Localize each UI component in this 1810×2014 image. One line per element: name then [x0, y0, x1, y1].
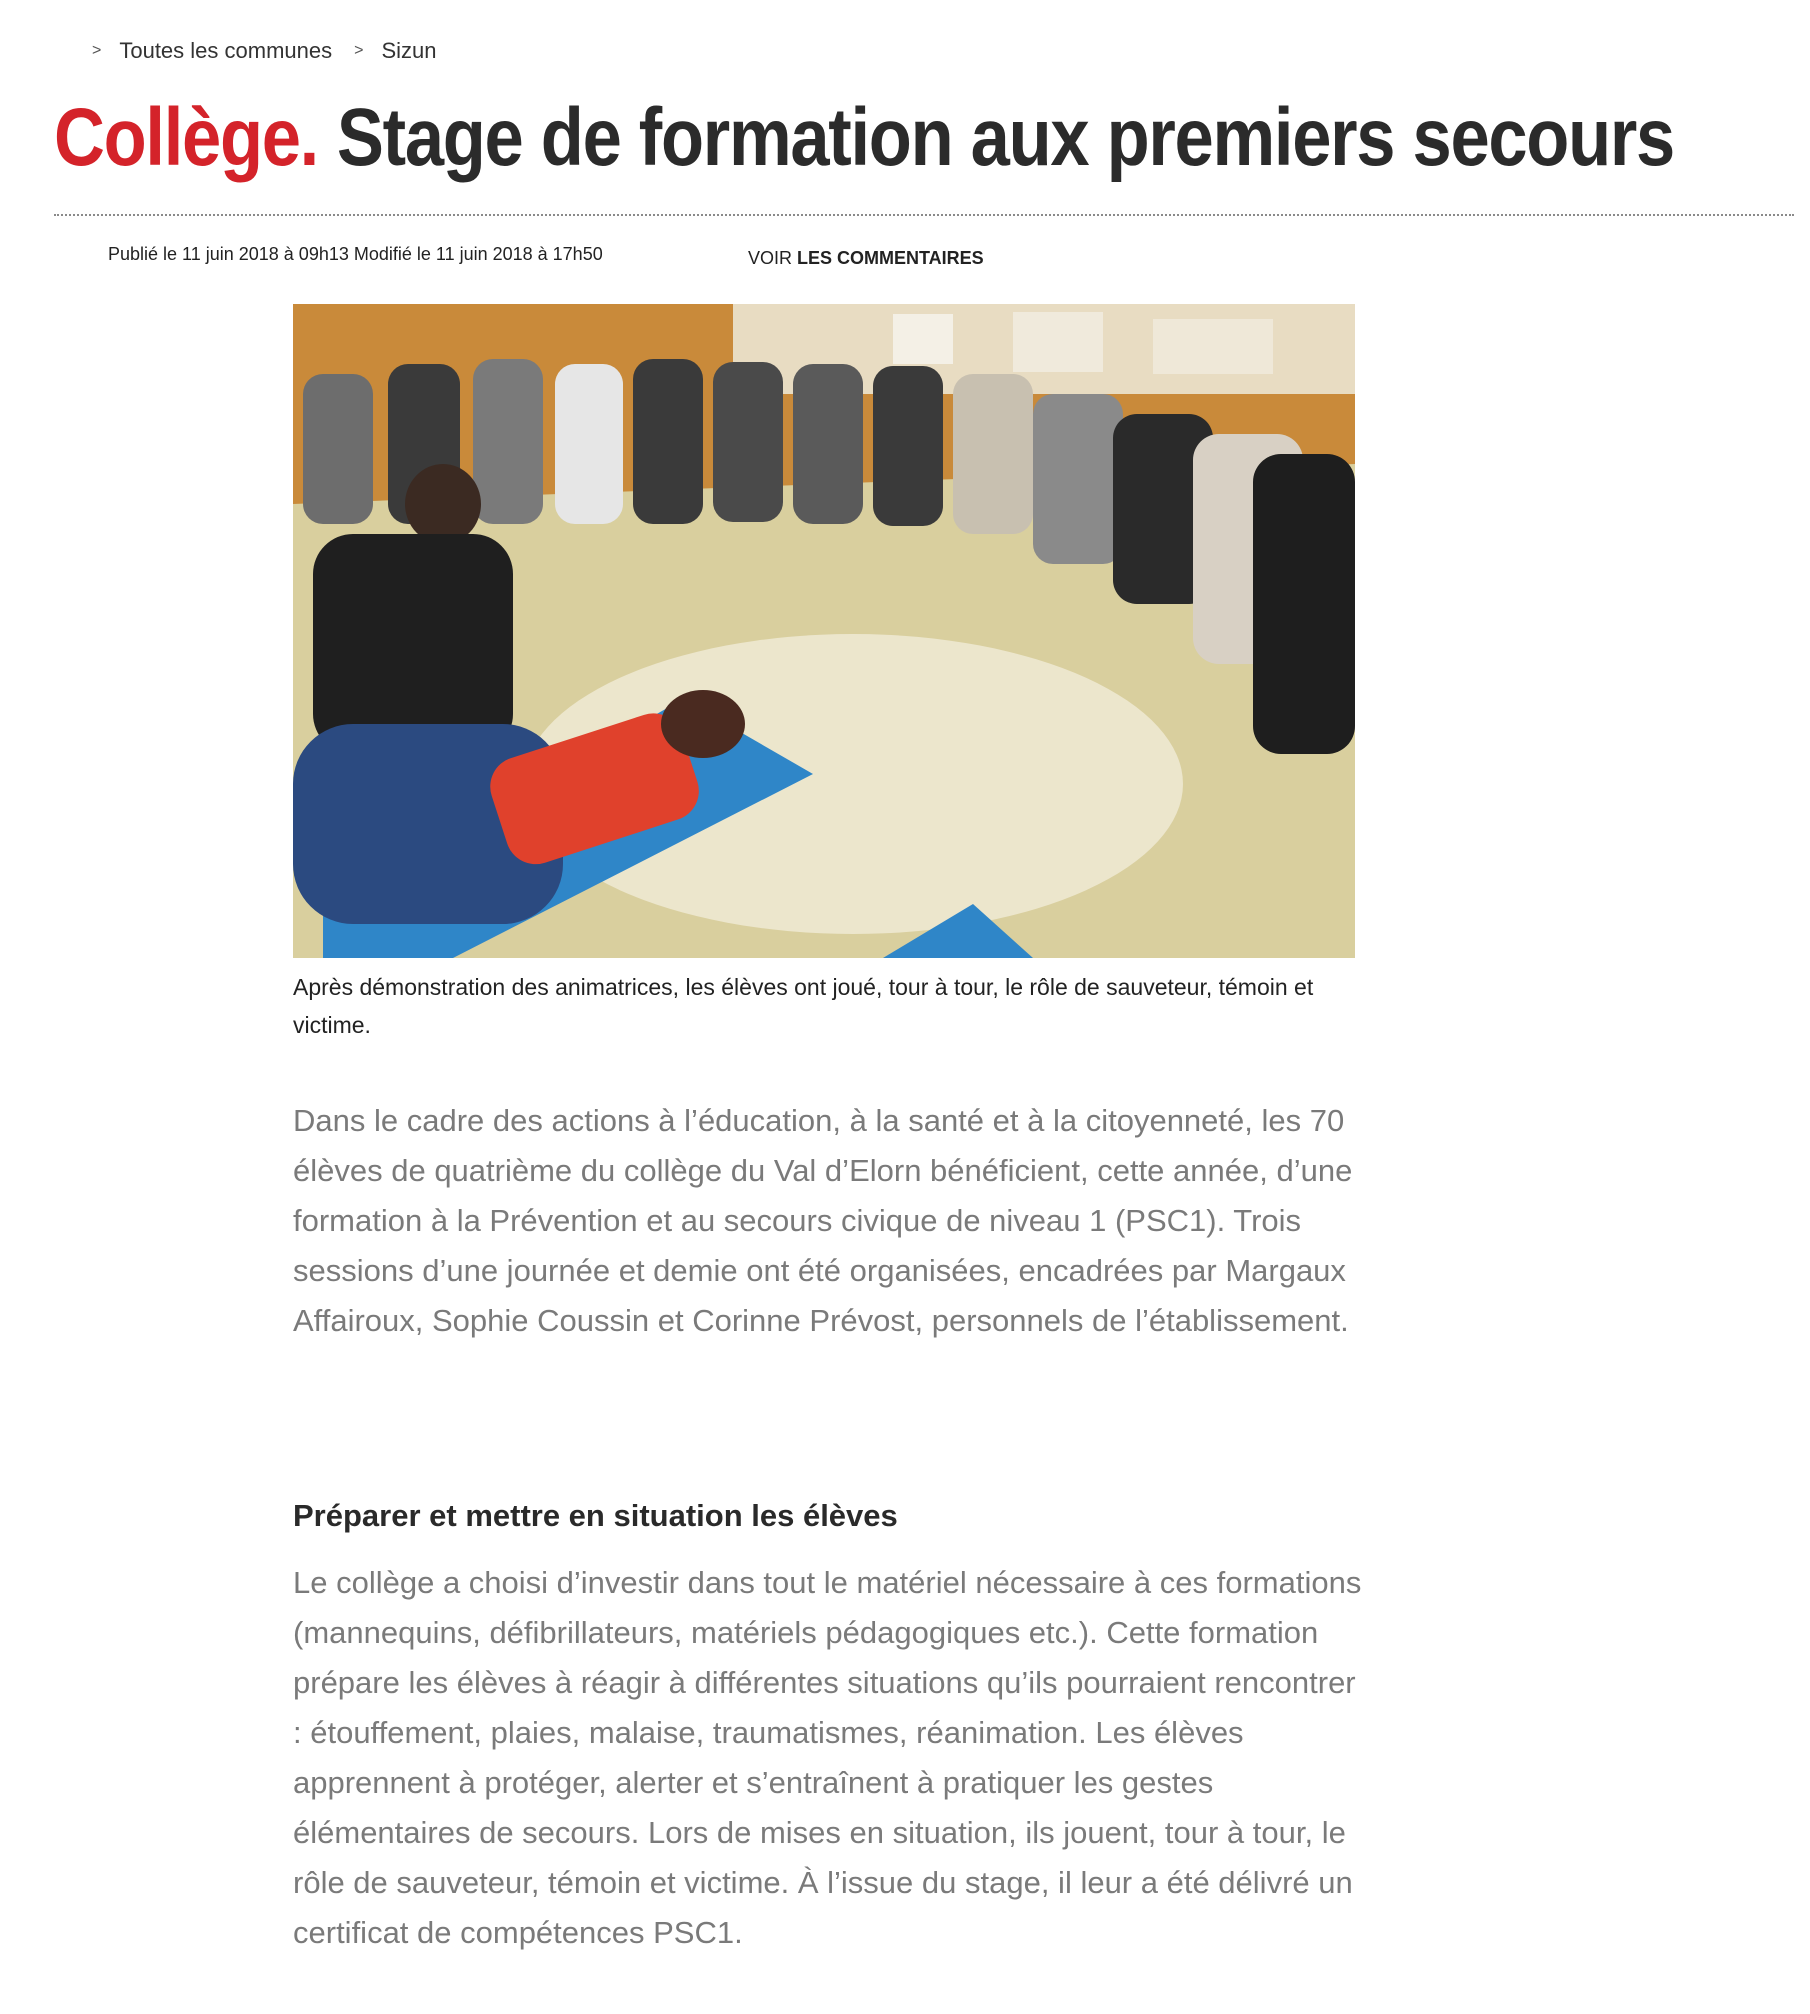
article-paragraph-1: Dans le cadre des actions à l’éducation, à la santé et à la citoyenneté, les 70 élèves de quatrième du collège du Val d’Elorn bénéficient, cette année, d’une formation à la Prévention et au secours civique de niveau 1 (PSC1). Trois sessions d’une journée et demie ont été organisées, encadrées par Margaux Affairoux, Sophie Coussin et Corinne Prévost, personnels de l’établissement. — [293, 1103, 1353, 1338]
title-kicker: Collège. — [54, 92, 318, 183]
breadcrumb-link-communes[interactable]: Toutes les communes — [119, 38, 333, 63]
photo-caption: Après démonstration des animatrices, les élèves ont joué, tour à tour, le rôle de sauveteur, témoin et victime. — [293, 974, 1314, 1038]
view-comments-label: LES COMMENTAIRES — [797, 248, 984, 268]
publish-date: Publié le 11 juin 2018 à 09h13 Modifié le 11 juin 2018 à 17h50 — [108, 244, 603, 264]
article-photo — [293, 304, 1355, 958]
photo-instructor — [313, 534, 513, 754]
breadcrumb — [92, 38, 459, 64]
photo-victim-head — [661, 690, 745, 758]
photo-illustration — [293, 304, 1355, 958]
photo-poster — [1153, 319, 1273, 374]
breadcrumb-link-sizun[interactable]: Sizun — [381, 38, 437, 63]
title-divider — [54, 214, 1794, 216]
view-comments-prefix: VOIR — [748, 248, 798, 268]
chevron-right-icon: > — [354, 42, 364, 59]
view-comments-link[interactable] — [748, 248, 984, 269]
photo-poster — [1013, 312, 1103, 372]
photo-poster — [893, 314, 953, 364]
page-title — [54, 88, 1674, 188]
photo-instructor-head — [405, 464, 481, 544]
article-paragraph-2: Le collège a choisi d’investir dans tout le matériel nécessaire à ces formations (mannequins, défibrillateurs, matériels pédagogiques etc.). Cette formation prépare les élèves à réagir à différentes situations qu’ils pourraient rencontrer : étouffement, plaies, malaise, traumatismes, réanimation. Les élèves apprennent à protéger, alerter et s’entraînent à pratiquer les gestes élémentaires de secours. Lors de mises en situation, ils jouent, tour à tour, le rôle de sauveteur, témoin et victime. À l’issue du stage, il leur a été délivré un certificat de compétences PSC1. — [293, 1565, 1362, 1950]
chevron-right-icon: > — [92, 42, 102, 59]
title-text: Stage de formation aux premiers secours — [336, 92, 1674, 183]
article-subheading: Préparer et mettre en situation les élèves — [293, 1498, 898, 1533]
